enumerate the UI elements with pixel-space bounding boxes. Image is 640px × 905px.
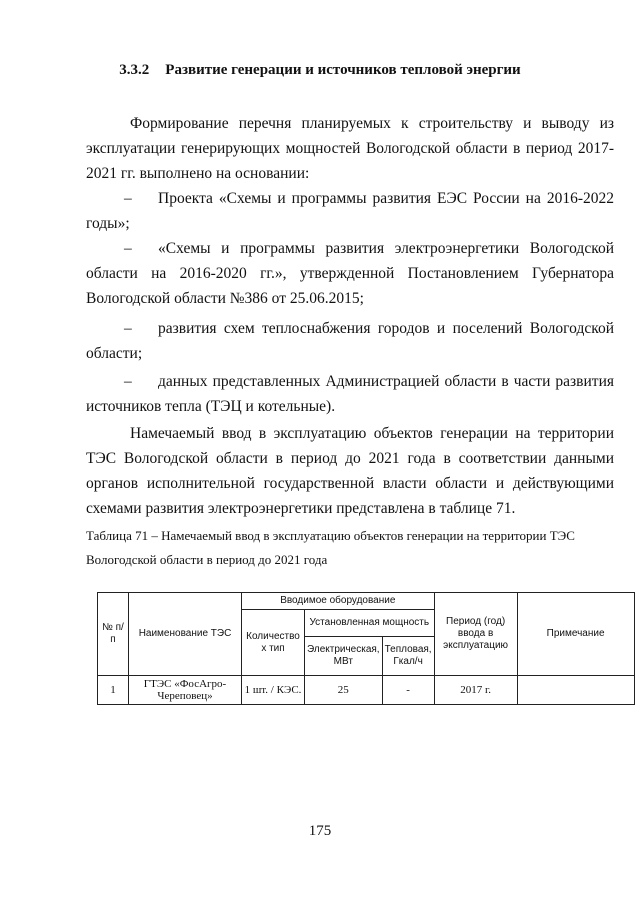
- section-number: 3.3.2: [119, 62, 150, 78]
- cell-period: 2017 г.: [434, 676, 517, 705]
- header-count: Количество х тип: [242, 610, 305, 676]
- list-dash: –: [124, 373, 132, 390]
- list-dash: –: [124, 320, 132, 337]
- header-note: Примечание: [517, 593, 634, 676]
- section-title: Развитие генерации и источников тепловой энергии: [165, 62, 521, 78]
- cell-num: 1: [98, 676, 129, 705]
- header-period: Период (год) ввода в эксплуатацию: [434, 593, 517, 676]
- table-row: [98, 676, 635, 705]
- table-caption: Таблица 71 – Намечаемый ввод в эксплуатацию объектов генерации на территории ТЭС Вологодской области в период до 2021 года: [86, 528, 575, 567]
- header-equipment: Вводимое оборудование: [242, 593, 435, 610]
- cell-name: ГТЭС «ФосАгро-Череповец»: [129, 676, 242, 705]
- header-thermal: Тепловая, Гкал/ч: [382, 637, 434, 676]
- list-item: [86, 316, 614, 366]
- header-installed: Установленная мощность: [305, 610, 435, 637]
- header-num: № п/п: [98, 593, 129, 676]
- list-dash: –: [124, 190, 132, 207]
- cell-count: 1 шт. / КЭС.: [242, 676, 305, 705]
- list-dash: –: [124, 240, 132, 257]
- cell-electric: 25: [305, 676, 383, 705]
- list-item: [86, 236, 614, 311]
- cell-note: [517, 676, 634, 705]
- list-item-text: «Схемы и программы развития электроэнергетики Вологодской области на 2016-2020 гг.», утвержденной Постановлением Губернатора Вологодской области №386 от 25.06.2015;: [86, 240, 614, 307]
- header-name: Наименование ТЭС: [129, 593, 242, 676]
- summary-paragraph: Намечаемый ввод в эксплуатацию объектов генерации на территории ТЭС Вологодской области в период до 2021 года в соответствии данными органов исполнительной государственной власти области и действующими схемами развития электроэнергетики представлена в таблице 71.: [86, 425, 614, 517]
- header-electric: Электрическая, МВт: [305, 637, 383, 676]
- list-item-text: данных представленных Администрацией области в части развития источников тепла (ТЭЦ и котельные).: [86, 373, 614, 415]
- list-item: [86, 186, 614, 236]
- intro-paragraph: Формирование перечня планируемых к строительству и выводу из эксплуатации генерирующих мощностей Вологодской области в период 2017-2021 гг. выполнено на основании:: [86, 115, 614, 182]
- list-item-text: развития схем теплоснабжения городов и поселений Вологодской области;: [86, 320, 614, 362]
- list-item: [86, 369, 614, 419]
- cell-thermal: -: [382, 676, 434, 705]
- generation-table: [97, 592, 635, 705]
- list-item-text: Проекта «Схемы и программы развития ЕЭС России на 2016-2022 годы»;: [86, 190, 614, 232]
- page-number: 175: [308, 823, 332, 839]
- section-heading: [0, 62, 640, 79]
